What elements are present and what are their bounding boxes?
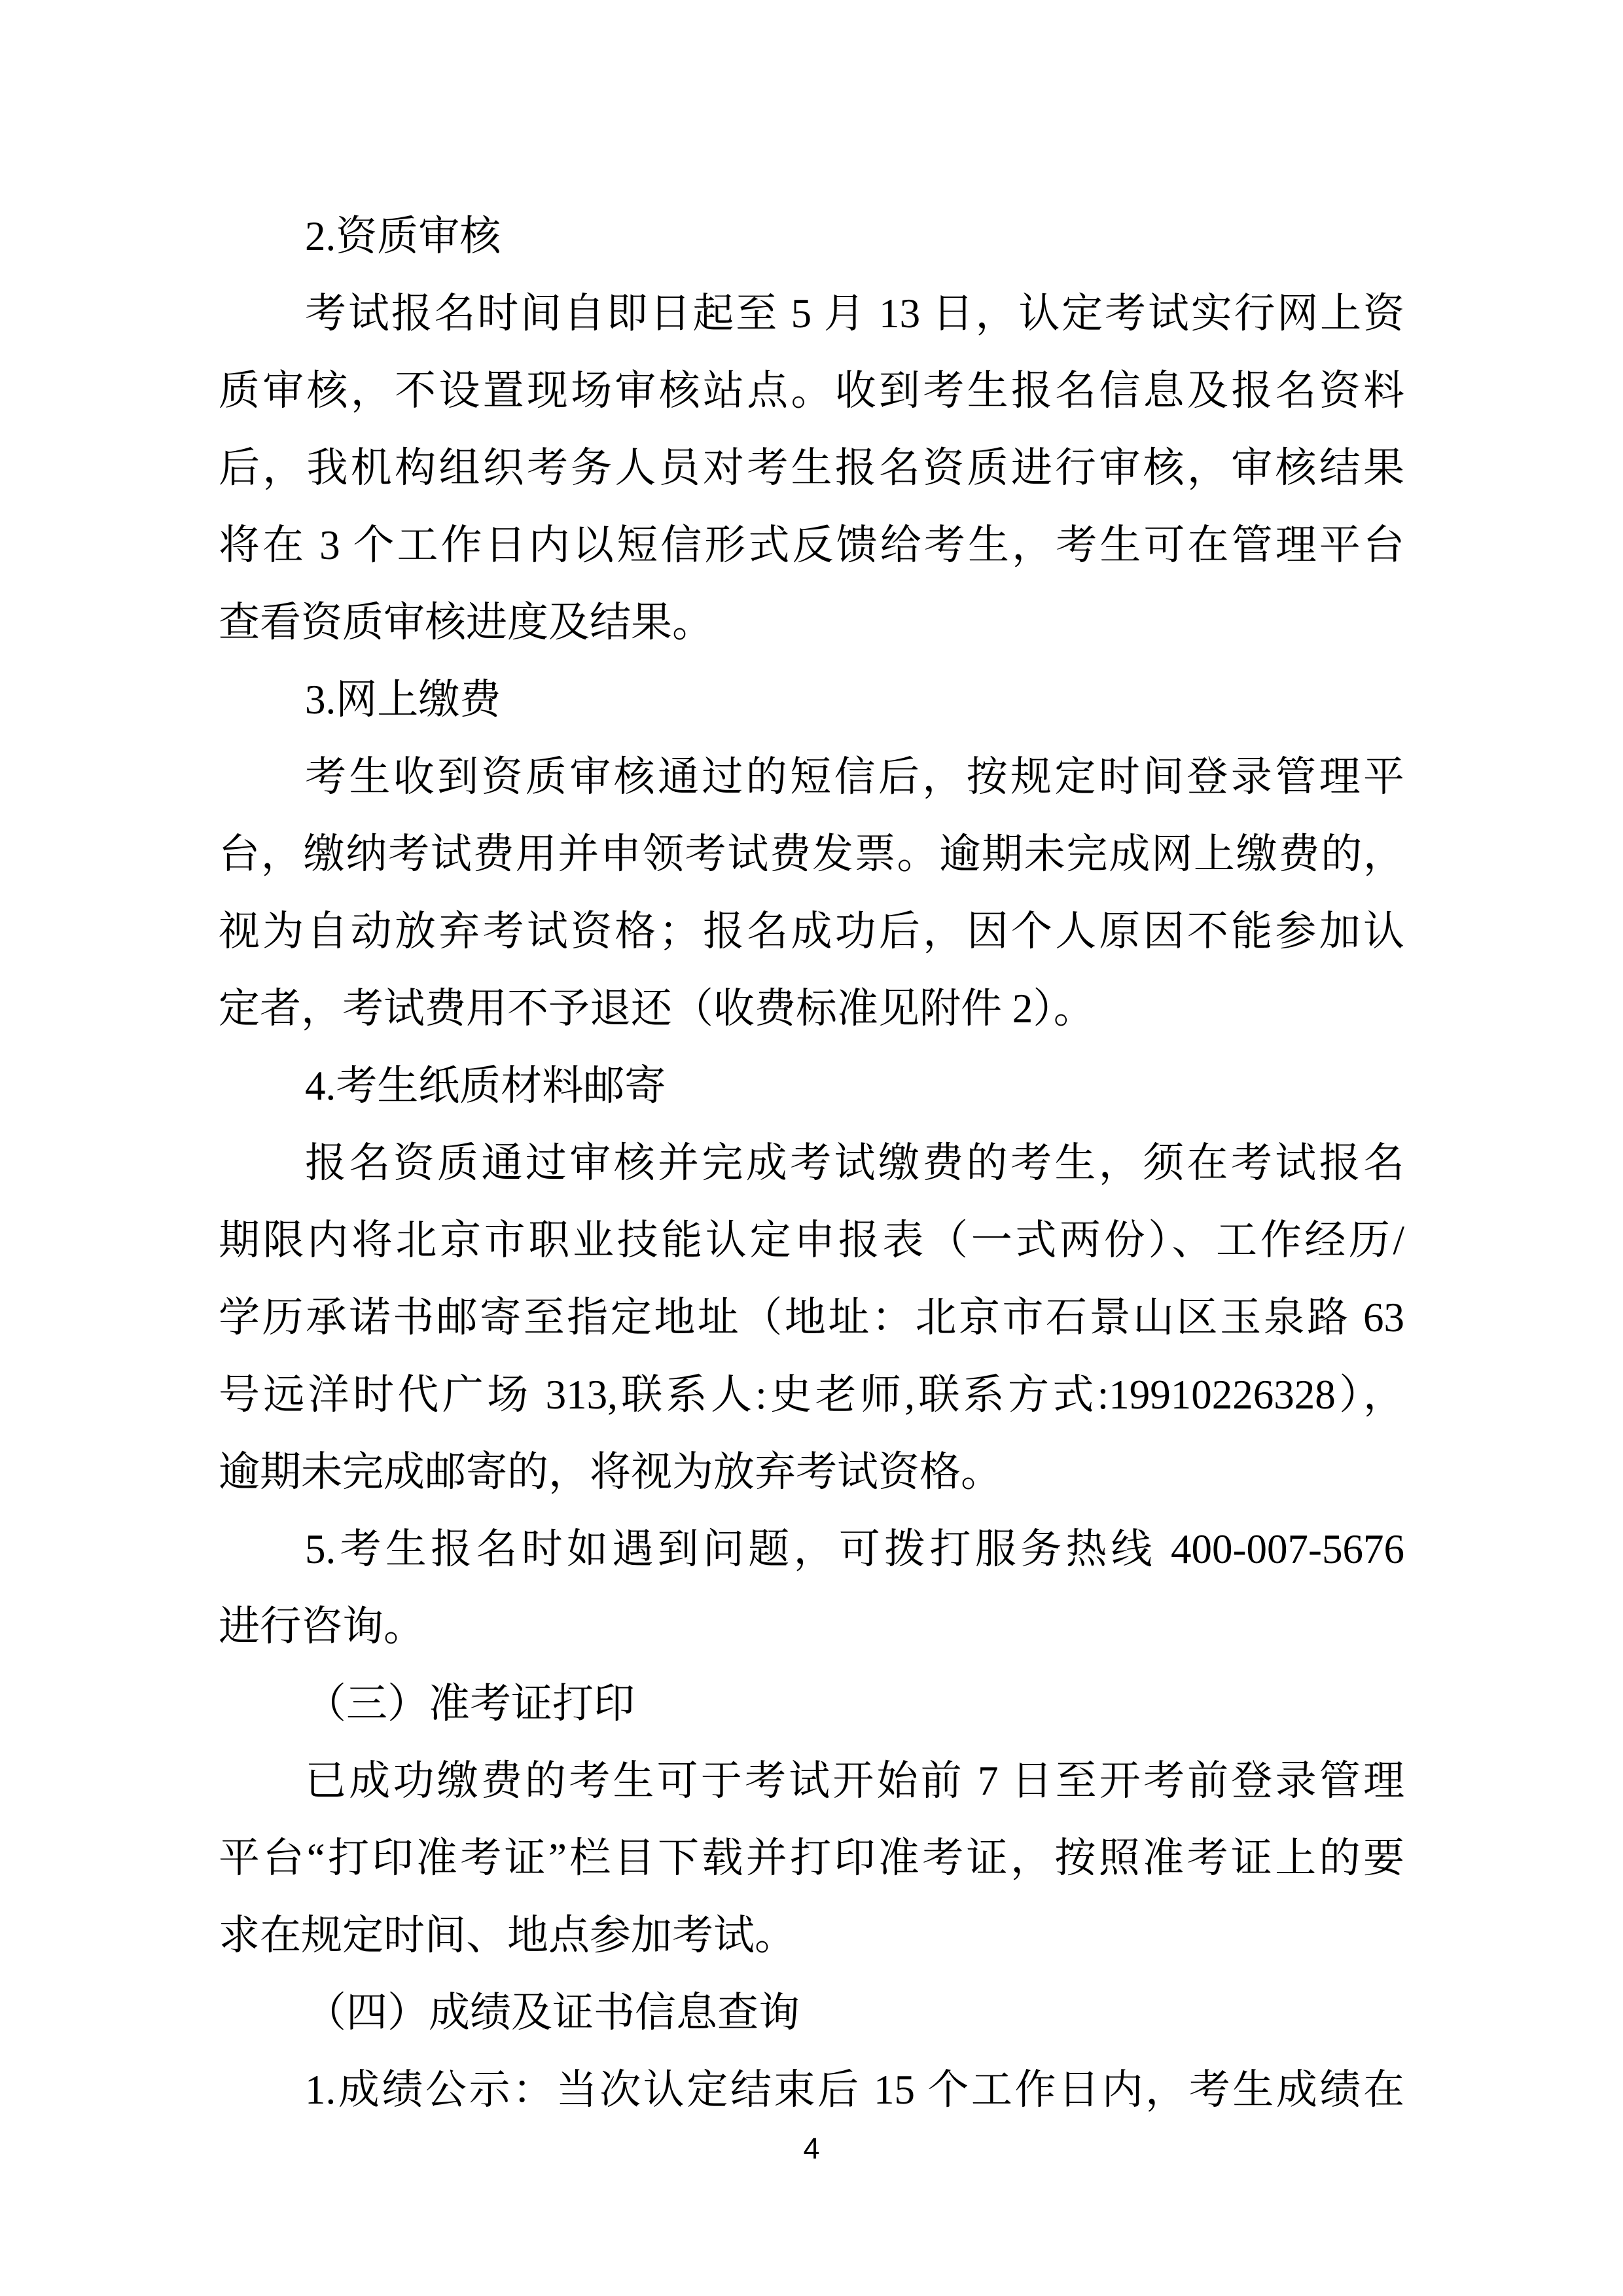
para-mailing-line-1: 报名资质通过审核并完成考试缴费的考生，须在考试报名 [305,1140,1404,1186]
para-online-payment-line-3: 视为自动放弃考试资格；报名成功后，因个人原因不能参加认 [219,908,1404,954]
para-admission-ticket-line-1: 已成功缴费的考生可于考试开始前 7 日至开考前登录管理 [305,1758,1404,1804]
para-admission-ticket-line-3: 求在规定时间、地点参加考试。 [219,1912,796,1958]
heading-iv-score-certificate-query: （四）成绩及证书信息查询 [305,1990,800,2036]
para-hotline-line-2: 进行咨询。 [219,1604,425,1649]
page-number: 4 [803,2132,820,2165]
para-qualification-review-line-5: 查看资质审核进度及结果。 [219,600,713,645]
document-text-block [219,198,1404,2128]
para-mailing-line-4-contact: 号远洋时代广场 313,联系人:史老师,联系方式:19910226328）， [219,1372,1404,1418]
para-qualification-review-line-2: 质审核，不设置现场审核站点。收到考生报名信息及报名资料 [219,368,1404,414]
para-admission-ticket-line-2: 平台“打印准考证”栏目下载并打印准考证，按照准考证上的要 [219,1835,1404,1881]
heading-iii-admission-ticket-print: （三）准考证打印 [305,1681,635,1727]
heading-2-qualification-review: 2.资质审核 [305,213,501,259]
heading-4-paper-material-mailing: 4.考生纸质材料邮寄 [305,1063,666,1109]
para-score-publication-line-1: 1.成绩公示：当次认定结束后 15 个工作日内，考生成绩在 [305,2067,1404,2113]
para-online-payment-line-4: 定者，考试费用不予退还（收费标准见附件 2）。 [219,986,1095,1031]
para-mailing-line-2: 期限内将北京市职业技能认定申报表（一式两份）、工作经历/ [219,1217,1404,1263]
heading-3-online-payment: 3.网上缴费 [305,677,501,723]
para-qualification-review-line-3: 后，我机构组织考务人员对考生报名资质进行审核，审核结果 [219,445,1404,491]
para-online-payment-line-2: 台，缴纳考试费用并申领考试费发票。逾期未完成网上缴费的， [219,831,1404,877]
para-qualification-review-line-4: 将在 3 个工作日内以短信形式反馈给考生，考生可在管理平台 [219,522,1404,568]
para-mailing-line-3-address: 学历承诺书邮寄至指定地址（地址：北京市石景山区玉泉路 63 [219,1295,1404,1340]
para-registration-time-line: 考试报名时间自即日起至 5 月 13 日，认定考试实行网上资 [305,291,1404,336]
para-hotline-line-1: 5.考生报名时如遇到问题，可拨打服务热线 400-007-5676 [305,1526,1404,1572]
para-online-payment-line-1: 考生收到资质审核通过的短信后，按规定时间登录管理平 [305,754,1404,800]
para-mailing-line-5: 逾期未完成邮寄的，将视为放弃考试资格。 [219,1449,1002,1495]
